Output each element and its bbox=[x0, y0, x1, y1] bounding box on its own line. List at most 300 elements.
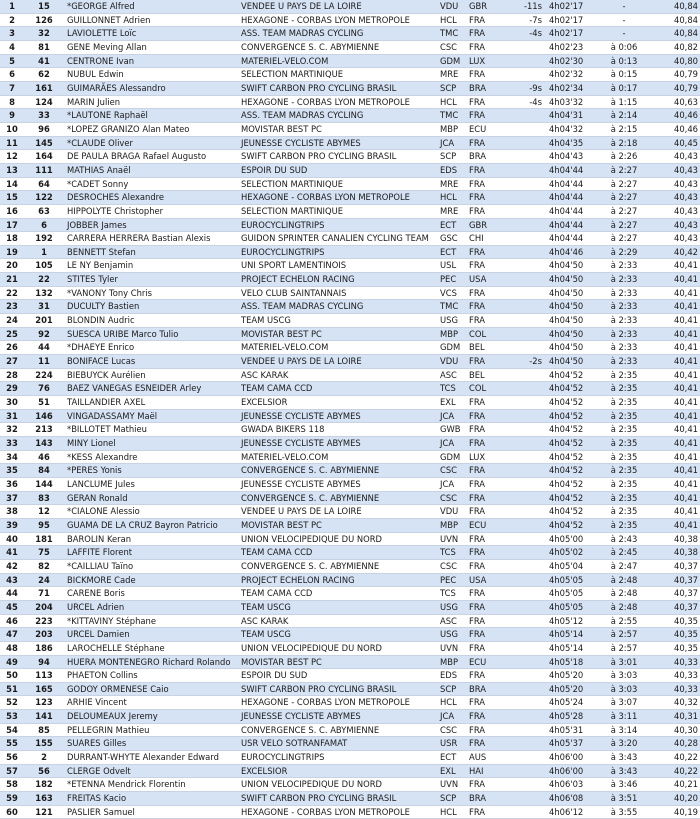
team-code-cell: HCL bbox=[439, 95, 468, 109]
bib-cell: 192 bbox=[24, 232, 64, 246]
time-cell: 4h04'52 bbox=[546, 396, 597, 410]
time-cell: 4h05'20 bbox=[546, 682, 597, 696]
table-row bbox=[0, 641, 700, 655]
rank-cell: 34 bbox=[0, 450, 24, 464]
time-cell: 4h05'12 bbox=[546, 614, 597, 628]
bonus-cell bbox=[509, 587, 546, 601]
gap-cell: à 2:35 bbox=[597, 518, 651, 532]
bib-cell: 122 bbox=[24, 191, 64, 205]
table-row bbox=[0, 300, 700, 314]
bib-cell: 105 bbox=[24, 259, 64, 273]
nationality-cell: FRA bbox=[468, 723, 509, 737]
bib-cell: 75 bbox=[24, 546, 64, 560]
rank-cell: 28 bbox=[0, 368, 24, 382]
team-name-cell: TEAM USCG bbox=[239, 314, 439, 328]
team-code-cell: USR bbox=[439, 737, 468, 751]
time-cell: 4h05'31 bbox=[546, 723, 597, 737]
time-cell: 4h04'35 bbox=[546, 136, 597, 150]
bonus-cell bbox=[509, 204, 546, 218]
time-cell: 4h04'43 bbox=[546, 150, 597, 164]
team-code-cell: EXL bbox=[439, 764, 468, 778]
bonus-cell bbox=[509, 54, 546, 68]
table-row bbox=[0, 163, 700, 177]
nationality-cell: FRA bbox=[468, 546, 509, 560]
speed-cell: 40,43 bbox=[651, 204, 700, 218]
bonus-cell: -4s bbox=[509, 27, 546, 41]
time-cell: 4h05'05 bbox=[546, 587, 597, 601]
bonus-cell bbox=[509, 696, 546, 710]
table-row bbox=[0, 655, 700, 669]
team-name-cell: MOVISTAR BEST PC bbox=[239, 518, 439, 532]
speed-cell: 40,30 bbox=[651, 723, 700, 737]
rider-name-cell: LE NY Benjamin bbox=[64, 259, 239, 273]
table-row bbox=[0, 614, 700, 628]
speed-cell: 40,41 bbox=[651, 341, 700, 355]
rider-name-cell: ARHIE Vincent bbox=[64, 696, 239, 710]
nationality-cell: FRA bbox=[468, 477, 509, 491]
nationality-cell: FRA bbox=[468, 40, 509, 54]
bib-cell: 124 bbox=[24, 95, 64, 109]
rider-name-cell: BAROLIN Keran bbox=[64, 532, 239, 546]
gap-cell: à 2:27 bbox=[597, 177, 651, 191]
speed-cell: 40,41 bbox=[651, 464, 700, 478]
team-name-cell: JEUNESSE CYCLISTE ABYMES bbox=[239, 710, 439, 724]
team-code-cell: UVN bbox=[439, 778, 468, 792]
gap-cell: à 2:35 bbox=[597, 368, 651, 382]
nationality-cell: FRA bbox=[468, 710, 509, 724]
team-name-cell: SWIFT CARBON PRO CYCLING BRASIL bbox=[239, 682, 439, 696]
time-cell: 4h02'23 bbox=[546, 40, 597, 54]
bonus-cell bbox=[509, 792, 546, 806]
team-code-cell: CSC bbox=[439, 464, 468, 478]
team-code-cell: TMC bbox=[439, 300, 468, 314]
speed-cell: 40,41 bbox=[651, 273, 700, 287]
bib-cell: 181 bbox=[24, 532, 64, 546]
nationality-cell: FRA bbox=[468, 136, 509, 150]
bonus-cell bbox=[509, 532, 546, 546]
rider-name-cell: URCEL Damien bbox=[64, 628, 239, 642]
bib-cell: 82 bbox=[24, 559, 64, 573]
team-name-cell: CONVERGENCE S. C. ABYMIENNE bbox=[239, 40, 439, 54]
time-cell: 4h04'52 bbox=[546, 464, 597, 478]
rank-cell: 60 bbox=[0, 805, 24, 819]
rider-name-cell: *CADET Sonny bbox=[64, 177, 239, 191]
table-row bbox=[0, 109, 700, 123]
team-code-cell: EXL bbox=[439, 396, 468, 410]
gap-cell: à 3:43 bbox=[597, 751, 651, 765]
speed-cell: 40,79 bbox=[651, 68, 700, 82]
nationality-cell: FRA bbox=[468, 641, 509, 655]
rider-name-cell: LAVIOLETTE Loïc bbox=[64, 27, 239, 41]
bib-cell: 51 bbox=[24, 396, 64, 410]
time-cell: 4h02'30 bbox=[546, 54, 597, 68]
nationality-cell: HAI bbox=[468, 764, 509, 778]
rank-cell: 29 bbox=[0, 382, 24, 396]
speed-cell: 40,80 bbox=[651, 54, 700, 68]
table-row bbox=[0, 286, 700, 300]
rank-cell: 14 bbox=[0, 177, 24, 191]
bib-cell: 182 bbox=[24, 778, 64, 792]
speed-cell: 40,19 bbox=[651, 805, 700, 819]
speed-cell: 40,22 bbox=[651, 751, 700, 765]
nationality-cell: FRA bbox=[468, 177, 509, 191]
team-name-cell: USR VELO SOTRANFAMAT bbox=[239, 737, 439, 751]
rank-cell: 24 bbox=[0, 314, 24, 328]
table-row bbox=[0, 122, 700, 136]
nationality-cell: ECU bbox=[468, 518, 509, 532]
speed-cell: 40,37 bbox=[651, 600, 700, 614]
gap-cell: à 3:43 bbox=[597, 764, 651, 778]
rank-cell: 35 bbox=[0, 464, 24, 478]
speed-cell: 40,33 bbox=[651, 669, 700, 683]
table-row bbox=[0, 669, 700, 683]
time-cell: 4h04'50 bbox=[546, 259, 597, 273]
nationality-cell: FRA bbox=[468, 204, 509, 218]
rider-name-cell: DUCULTY Bastien bbox=[64, 300, 239, 314]
gap-cell: à 2:27 bbox=[597, 204, 651, 218]
nationality-cell: FRA bbox=[468, 355, 509, 369]
team-name-cell: HEXAGONE - CORBAS LYON METROPOLE bbox=[239, 191, 439, 205]
gap-cell: à 2:27 bbox=[597, 232, 651, 246]
nationality-cell: FRA bbox=[468, 259, 509, 273]
nationality-cell: FRA bbox=[468, 163, 509, 177]
team-code-cell: GDM bbox=[439, 450, 468, 464]
time-cell: 4h02'17 bbox=[546, 13, 597, 27]
table-row bbox=[0, 423, 700, 437]
speed-cell: 40,33 bbox=[651, 682, 700, 696]
rider-name-cell: *VANONY Tony Chris bbox=[64, 286, 239, 300]
gap-cell: à 2:35 bbox=[597, 409, 651, 423]
rider-name-cell: DURRANT-WHYTE Alexander Edward bbox=[64, 751, 239, 765]
time-cell: 4h04'32 bbox=[546, 122, 597, 136]
team-code-cell: SCP bbox=[439, 150, 468, 164]
gap-cell: à 2:35 bbox=[597, 423, 651, 437]
team-code-cell: MBP bbox=[439, 655, 468, 669]
team-name-cell: GWADA BIKERS 118 bbox=[239, 423, 439, 437]
speed-cell: 40,41 bbox=[651, 314, 700, 328]
time-cell: 4h04'52 bbox=[546, 423, 597, 437]
table-row bbox=[0, 68, 700, 82]
speed-cell: 40,35 bbox=[651, 614, 700, 628]
nationality-cell: FRA bbox=[468, 778, 509, 792]
rank-cell: 12 bbox=[0, 150, 24, 164]
speed-cell: 40,43 bbox=[651, 232, 700, 246]
team-name-cell: EXCELSIOR bbox=[239, 764, 439, 778]
gap-cell: à 2:27 bbox=[597, 163, 651, 177]
time-cell: 4h04'50 bbox=[546, 300, 597, 314]
team-name-cell: SWIFT CARBON PRO CYCLING BRASIL bbox=[239, 150, 439, 164]
rank-cell: 54 bbox=[0, 723, 24, 737]
nationality-cell: FRA bbox=[468, 559, 509, 573]
gap-cell: à 2:35 bbox=[597, 382, 651, 396]
rank-cell: 58 bbox=[0, 778, 24, 792]
gap-cell: à 2:48 bbox=[597, 573, 651, 587]
time-cell: 4h04'44 bbox=[546, 191, 597, 205]
rank-cell: 46 bbox=[0, 614, 24, 628]
rank-cell: 20 bbox=[0, 259, 24, 273]
team-code-cell: GWB bbox=[439, 423, 468, 437]
rider-name-cell: *PERES Yonis bbox=[64, 464, 239, 478]
gap-cell: à 0:15 bbox=[597, 68, 651, 82]
bib-cell: 2 bbox=[24, 751, 64, 765]
speed-cell: 40,46 bbox=[651, 109, 700, 123]
bib-cell: 201 bbox=[24, 314, 64, 328]
gap-cell: à 3:14 bbox=[597, 723, 651, 737]
team-name-cell: SELECTION MARTINIQUE bbox=[239, 68, 439, 82]
rider-name-cell: HUERA MONTENEGRO Richard Rolando bbox=[64, 655, 239, 669]
rank-cell: 36 bbox=[0, 477, 24, 491]
rider-name-cell: BIEBUYCK Aurélien bbox=[64, 368, 239, 382]
bib-cell: 144 bbox=[24, 477, 64, 491]
team-name-cell: CONVERGENCE S. C. ABYMIENNE bbox=[239, 491, 439, 505]
rank-cell: 7 bbox=[0, 81, 24, 95]
rider-name-cell: HIPPOLYTE Christopher bbox=[64, 204, 239, 218]
nationality-cell: COL bbox=[468, 327, 509, 341]
bonus-cell bbox=[509, 286, 546, 300]
gap-cell: à 2:57 bbox=[597, 641, 651, 655]
gap-cell: à 2:35 bbox=[597, 450, 651, 464]
speed-cell: 40,43 bbox=[651, 177, 700, 191]
rider-name-cell: BICKMORE Cade bbox=[64, 573, 239, 587]
nationality-cell: BRA bbox=[468, 682, 509, 696]
table-row bbox=[0, 600, 700, 614]
bonus-cell: -4s bbox=[509, 95, 546, 109]
team-code-cell: SCP bbox=[439, 792, 468, 806]
rank-cell: 40 bbox=[0, 532, 24, 546]
nationality-cell: BEL bbox=[468, 341, 509, 355]
team-name-cell: TEAM CAMA CCD bbox=[239, 587, 439, 601]
gap-cell: à 3:07 bbox=[597, 696, 651, 710]
rider-name-cell: GODOY ORMENESE Caio bbox=[64, 682, 239, 696]
bib-cell: 11 bbox=[24, 355, 64, 369]
rider-name-cell: TAILLANDIER AXEL bbox=[64, 396, 239, 410]
bib-cell: 204 bbox=[24, 600, 64, 614]
gap-cell: à 2:15 bbox=[597, 122, 651, 136]
nationality-cell: FRA bbox=[468, 628, 509, 642]
bonus-cell bbox=[509, 245, 546, 259]
speed-cell: 40,28 bbox=[651, 737, 700, 751]
rider-name-cell: GUAMA DE LA CRUZ Bayron Patricio bbox=[64, 518, 239, 532]
team-name-cell: TEAM USCG bbox=[239, 628, 439, 642]
gap-cell: à 3:01 bbox=[597, 655, 651, 669]
team-code-cell: GDM bbox=[439, 54, 468, 68]
team-name-cell: ASC KARAK bbox=[239, 368, 439, 382]
rider-name-cell: DE PAULA BRAGA Rafael Augusto bbox=[64, 150, 239, 164]
rank-cell: 27 bbox=[0, 355, 24, 369]
time-cell: 4h04'50 bbox=[546, 327, 597, 341]
bonus-cell bbox=[509, 136, 546, 150]
gap-cell: à 2:48 bbox=[597, 600, 651, 614]
gap-cell: à 3:46 bbox=[597, 778, 651, 792]
nationality-cell: FRA bbox=[468, 532, 509, 546]
time-cell: 4h04'52 bbox=[546, 382, 597, 396]
bib-cell: 146 bbox=[24, 409, 64, 423]
team-name-cell: ASS. TEAM MADRAS CYCLING bbox=[239, 300, 439, 314]
team-name-cell: JEUNESSE CYCLISTE ABYMES bbox=[239, 136, 439, 150]
bonus-cell bbox=[509, 573, 546, 587]
bonus-cell bbox=[509, 518, 546, 532]
table-row bbox=[0, 710, 700, 724]
speed-cell: 40,43 bbox=[651, 150, 700, 164]
rank-cell: 52 bbox=[0, 696, 24, 710]
speed-cell: 40,41 bbox=[651, 437, 700, 451]
bonus-cell bbox=[509, 614, 546, 628]
speed-cell: 40,20 bbox=[651, 792, 700, 806]
team-code-cell: EDS bbox=[439, 163, 468, 177]
rank-cell: 25 bbox=[0, 327, 24, 341]
bonus-cell bbox=[509, 805, 546, 819]
speed-cell: 40,41 bbox=[651, 259, 700, 273]
speed-cell: 40,37 bbox=[651, 573, 700, 587]
gap-cell: à 0:17 bbox=[597, 81, 651, 95]
rider-name-cell: *CLAUDE Oliver bbox=[64, 136, 239, 150]
team-name-cell: JEUNESSE CYCLISTE ABYMES bbox=[239, 409, 439, 423]
gap-cell: à 2:35 bbox=[597, 505, 651, 519]
rider-name-cell: LANCLUME Jules bbox=[64, 477, 239, 491]
time-cell: 4h04'52 bbox=[546, 477, 597, 491]
gap-cell: à 2:33 bbox=[597, 314, 651, 328]
speed-cell: 40,41 bbox=[651, 327, 700, 341]
rank-cell: 45 bbox=[0, 600, 24, 614]
time-cell: 4h04'52 bbox=[546, 437, 597, 451]
rider-name-cell: GERAN Ronald bbox=[64, 491, 239, 505]
bib-cell: 12 bbox=[24, 505, 64, 519]
gap-cell: à 3:55 bbox=[597, 805, 651, 819]
speed-cell: 40,41 bbox=[651, 423, 700, 437]
bib-cell: 84 bbox=[24, 464, 64, 478]
gap-cell: à 2:29 bbox=[597, 245, 651, 259]
nationality-cell: LUX bbox=[468, 450, 509, 464]
nationality-cell: FRA bbox=[468, 437, 509, 451]
rider-name-cell: GUIMARÃES Alessandro bbox=[64, 81, 239, 95]
bib-cell: 224 bbox=[24, 368, 64, 382]
nationality-cell: FRA bbox=[468, 95, 509, 109]
bonus-cell bbox=[509, 450, 546, 464]
speed-cell: 40,21 bbox=[651, 778, 700, 792]
nationality-cell: FRA bbox=[468, 464, 509, 478]
gap-cell: à 2:33 bbox=[597, 259, 651, 273]
nationality-cell: FRA bbox=[468, 737, 509, 751]
gap-cell: - bbox=[597, 0, 651, 13]
time-cell: 4h04'46 bbox=[546, 245, 597, 259]
team-code-cell: PEC bbox=[439, 573, 468, 587]
nationality-cell: FRA bbox=[468, 68, 509, 82]
team-code-cell: MRE bbox=[439, 177, 468, 191]
speed-cell: 40,46 bbox=[651, 122, 700, 136]
bonus-cell bbox=[509, 491, 546, 505]
time-cell: 4h05'02 bbox=[546, 546, 597, 560]
gap-cell: à 2:26 bbox=[597, 150, 651, 164]
speed-cell: 40,41 bbox=[651, 355, 700, 369]
rank-cell: 37 bbox=[0, 491, 24, 505]
rank-cell: 48 bbox=[0, 641, 24, 655]
speed-cell: 40,41 bbox=[651, 300, 700, 314]
team-name-cell: MOVISTAR BEST PC bbox=[239, 122, 439, 136]
table-row bbox=[0, 764, 700, 778]
bib-cell: 6 bbox=[24, 218, 64, 232]
bonus-cell bbox=[509, 382, 546, 396]
bonus-cell bbox=[509, 546, 546, 560]
team-code-cell: VDU bbox=[439, 505, 468, 519]
bonus-cell bbox=[509, 737, 546, 751]
bonus-cell bbox=[509, 600, 546, 614]
rider-name-cell: PASLIER Samuel bbox=[64, 805, 239, 819]
team-name-cell: JEUNESSE CYCLISTE ABYMES bbox=[239, 437, 439, 451]
speed-cell: 40,84 bbox=[651, 13, 700, 27]
rank-cell: 44 bbox=[0, 587, 24, 601]
table-row bbox=[0, 559, 700, 573]
time-cell: 4h05'00 bbox=[546, 532, 597, 546]
table-row bbox=[0, 396, 700, 410]
bonus-cell: -7s bbox=[509, 13, 546, 27]
speed-cell: 40,41 bbox=[651, 477, 700, 491]
team-code-cell: SCP bbox=[439, 81, 468, 95]
team-name-cell: GUIDON SPRINTER CANALIEN CYCLING TEAM bbox=[239, 232, 439, 246]
time-cell: 4h04'52 bbox=[546, 491, 597, 505]
team-code-cell: HCL bbox=[439, 13, 468, 27]
table-row bbox=[0, 409, 700, 423]
gap-cell: à 2:35 bbox=[597, 464, 651, 478]
rider-name-cell: *DHAEYE Enrico bbox=[64, 341, 239, 355]
gap-cell: à 2:57 bbox=[597, 628, 651, 642]
table-row bbox=[0, 778, 700, 792]
time-cell: 4h02'34 bbox=[546, 81, 597, 95]
bonus-cell bbox=[509, 273, 546, 287]
rank-cell: 31 bbox=[0, 409, 24, 423]
table-row bbox=[0, 232, 700, 246]
rank-cell: 9 bbox=[0, 109, 24, 123]
rider-name-cell: BONIFACE Lucas bbox=[64, 355, 239, 369]
team-name-cell: PROJECT ECHELON RACING bbox=[239, 573, 439, 587]
team-code-cell: MBP bbox=[439, 327, 468, 341]
nationality-cell: FRA bbox=[468, 286, 509, 300]
rank-cell: 15 bbox=[0, 191, 24, 205]
bib-cell: 22 bbox=[24, 273, 64, 287]
team-name-cell: TEAM CAMA CCD bbox=[239, 382, 439, 396]
team-code-cell: CSC bbox=[439, 40, 468, 54]
time-cell: 4h02'17 bbox=[546, 27, 597, 41]
table-row bbox=[0, 27, 700, 41]
table-row bbox=[0, 177, 700, 191]
table-row bbox=[0, 382, 700, 396]
rank-cell: 10 bbox=[0, 122, 24, 136]
table-row bbox=[0, 81, 700, 95]
bonus-cell bbox=[509, 341, 546, 355]
rank-cell: 38 bbox=[0, 505, 24, 519]
bib-cell: 92 bbox=[24, 327, 64, 341]
time-cell: 4h04'50 bbox=[546, 355, 597, 369]
bib-cell: 64 bbox=[24, 177, 64, 191]
rank-cell: 42 bbox=[0, 559, 24, 573]
table-row bbox=[0, 355, 700, 369]
speed-cell: 40,37 bbox=[651, 587, 700, 601]
bonus-cell bbox=[509, 259, 546, 273]
team-name-cell: ASS. TEAM MADRAS CYCLING bbox=[239, 27, 439, 41]
rank-cell: 43 bbox=[0, 573, 24, 587]
bib-cell: 24 bbox=[24, 573, 64, 587]
team-code-cell: ECT bbox=[439, 245, 468, 259]
gap-cell: à 2:33 bbox=[597, 300, 651, 314]
team-name-cell: HEXAGONE - CORBAS LYON METROPOLE bbox=[239, 95, 439, 109]
team-name-cell: MATERIEL-VELO.COM bbox=[239, 341, 439, 355]
nationality-cell: FRA bbox=[468, 669, 509, 683]
speed-cell: 40,41 bbox=[651, 518, 700, 532]
table-row bbox=[0, 587, 700, 601]
team-name-cell: UNI SPORT LAMENTINOIS bbox=[239, 259, 439, 273]
time-cell: 4h02'32 bbox=[546, 68, 597, 82]
team-name-cell: VENDEE U PAYS DE LA LOIRE bbox=[239, 355, 439, 369]
rider-name-cell: *GEORGE Alfred bbox=[64, 0, 239, 13]
